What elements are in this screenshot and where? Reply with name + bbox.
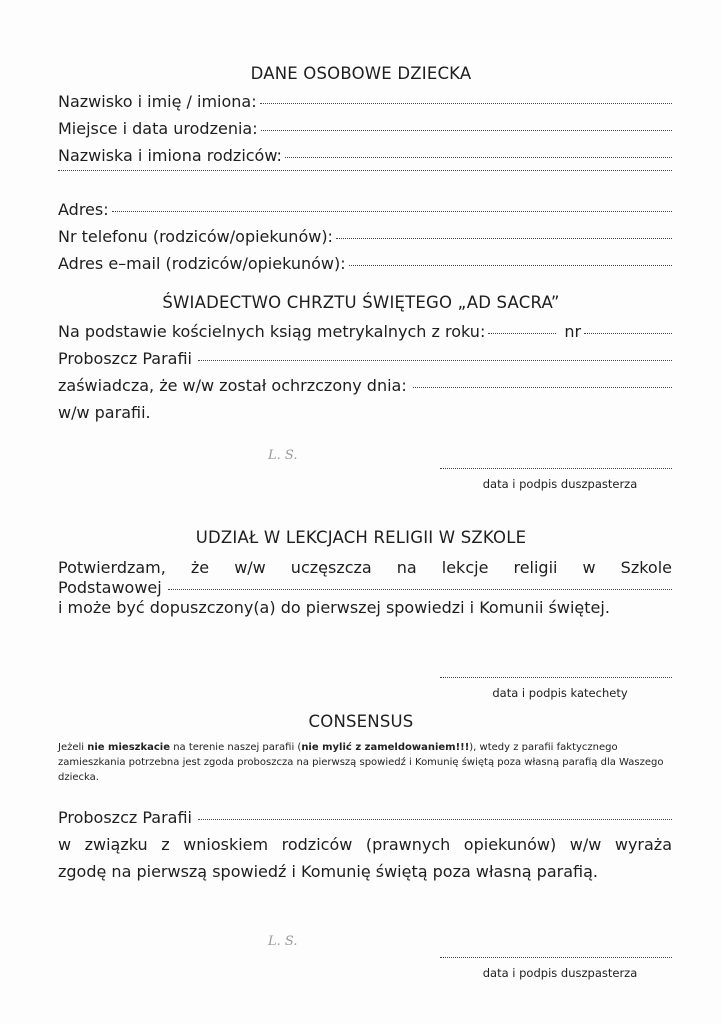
school-dotted-line: [168, 589, 672, 590]
consensus-signature-dotted-line: [440, 957, 672, 958]
catechist-signature-dotted-line: [440, 677, 672, 678]
birth-dotted-line: [261, 130, 672, 131]
seal-placeholder-2: L. S.: [268, 934, 298, 949]
baptism-signature-line[interactable]: [440, 468, 672, 469]
parents-dotted-line-2: [58, 170, 672, 171]
consensus-note-part-2: na terenie naszej parafii (: [173, 742, 302, 753]
phone-field[interactable]: [58, 227, 672, 246]
name-dotted-line: [260, 103, 672, 104]
consensus-note-bold-2: nie mylić z zameldowaniem!!!: [301, 742, 470, 753]
seal-placeholder: L. S.: [268, 448, 298, 463]
consensus-request-text: w związku z wnioskiem rodziców (prawnych opiekunów) w/w wyraża: [58, 835, 672, 854]
consensus-parish-field[interactable]: [58, 808, 672, 827]
baptism-parish-dotted-line: [198, 360, 672, 361]
consensus-note-bold-1: nie mieszkacie: [87, 742, 170, 753]
name-field[interactable]: [58, 92, 672, 111]
name-label: Nazwisko i imię / imiona:: [58, 92, 257, 111]
consensus-signature-line[interactable]: [440, 957, 672, 958]
email-field[interactable]: [58, 254, 672, 273]
baptism-date-dotted-line: [413, 387, 672, 388]
religion-admission-text: i może być dopuszczony(a) do pierwszej spowiedzi i Komunii świętej.: [58, 598, 610, 617]
address-label: Adres:: [58, 200, 109, 219]
birth-label: Miejsce i data urodzenia:: [58, 119, 258, 138]
consensus-signature-caption: data i podpis duszpasterza: [482, 966, 638, 980]
baptism-year-dotted-line: [488, 333, 556, 334]
religion-confirm-text: Potwierdzam, że w/w uczęszcza na lekcje religii w Szkole: [58, 558, 672, 577]
section-title-consensus: CONSENSUS: [308, 712, 414, 731]
baptism-signature-caption: data i podpis duszpasterza: [482, 477, 638, 491]
baptism-parish-label: Proboszcz Parafii: [58, 349, 192, 368]
catechist-signature-caption: data i podpis katechety: [492, 686, 628, 700]
consensus-consent-text: zgodę na pierwszą spowiedź i Komunię świętą poza własną parafią.: [58, 862, 598, 881]
address-dotted-line: [112, 211, 672, 212]
consensus-line-2: [58, 835, 672, 854]
baptism-signature-dotted-line: [440, 468, 672, 469]
birth-field[interactable]: [58, 119, 672, 138]
section-title-religion-lessons: UDZIAŁ W LEKCJACH RELIGII W SZKOLE: [195, 528, 527, 547]
school-label: Podstawowej: [58, 578, 162, 597]
consensus-note-part-1: Jeżeli: [58, 742, 85, 753]
phone-label: Nr telefonu (rodziców/opiekunów):: [58, 227, 333, 246]
school-field[interactable]: [58, 578, 672, 597]
baptism-year-label: Na podstawie kościelnych ksiąg metrykalnych z roku:: [58, 322, 486, 341]
phone-dotted-line: [336, 238, 672, 239]
religion-line-1: [58, 558, 672, 577]
consensus-parish-dotted-line: [198, 819, 672, 820]
baptism-year-field[interactable]: [58, 322, 672, 341]
parents-dotted-line: [285, 157, 672, 158]
baptism-nr-dotted-line: [584, 333, 672, 334]
religion-line-3: [58, 598, 672, 617]
catechist-signature-line[interactable]: [440, 677, 672, 678]
section-title-baptism: ŚWIADECTWO CHRZTU ŚWIĘTEGO „AD SACRA”: [162, 293, 560, 312]
parents-label: Nazwiska i imiona rodziców:: [58, 146, 282, 165]
email-label: Adres e–mail (rodziców/opiekunów):: [58, 254, 346, 273]
parents-field[interactable]: [58, 146, 672, 165]
baptism-date-label: zaświadcza, że w/w został ochrzczony dnia:: [58, 376, 407, 395]
consensus-line-3: [58, 862, 672, 881]
baptism-parish-text: w/w parafii.: [58, 403, 151, 422]
consensus-note-part-3: ), wtedy z parafii faktycznego zamieszkania potrzebna jest zgoda proboszcza na pierwszą spowiedź i Komunię świętą poza własną parafią dla Waszego dziecka.: [58, 742, 664, 783]
parents-field-continued[interactable]: [58, 173, 672, 174]
baptism-date-field[interactable]: [58, 376, 672, 395]
baptism-parish-note: [58, 403, 672, 422]
consensus-note: [58, 740, 676, 785]
address-field[interactable]: [58, 200, 672, 219]
consensus-parish-label: Proboszcz Parafii: [58, 808, 192, 827]
section-title-personal-data: DANE OSOBOWE DZIECKA: [250, 64, 472, 83]
baptism-nr-label: nr: [564, 322, 582, 341]
baptism-parish-field[interactable]: [58, 349, 672, 368]
email-dotted-line: [349, 265, 672, 266]
